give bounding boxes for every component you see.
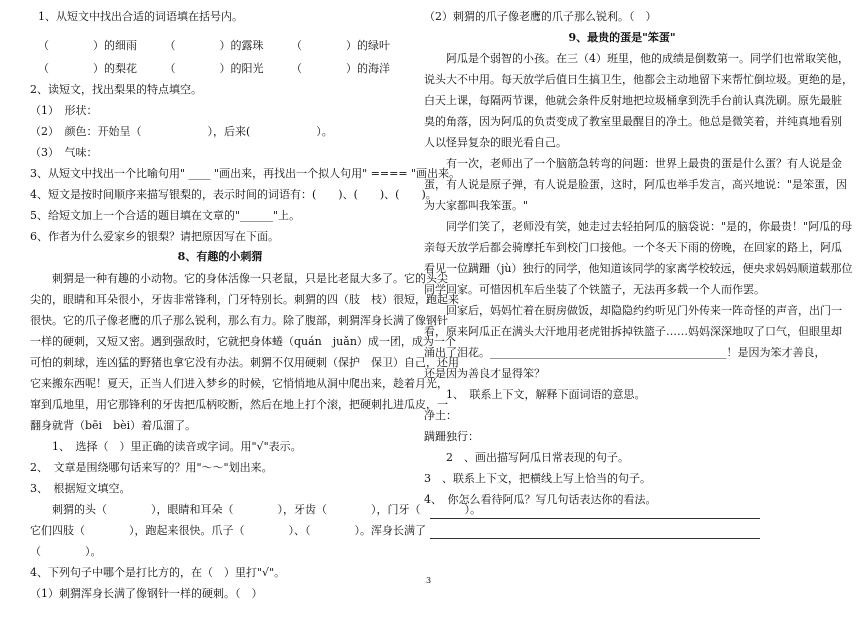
passage-9-line: 说头大不中用。每天放学后值日生搞卫生，他都会主动地留下来帮忙倒垃圾。更绝的是， [424, 73, 853, 86]
page-number: 3 [426, 576, 432, 585]
passage-9-line: 臭的角落，因为阿瓜的负责变成了教室里最醒目的净土。他总是微笑着，并纯真地看别 [424, 115, 842, 128]
passage-8-line: 可怕的刺球，连凶猛的野猪也拿它没有办法。刺猬不仅用硬刺（保护 保卫）自己，还用 [30, 356, 459, 369]
fill-blanks-line: 它们四肢（ ），跑起来很快。爪子（ ）、（ ）。浑身长满了 [30, 524, 426, 537]
term-panshan-duxing: 蹒跚独行： [424, 430, 479, 443]
passage-9-line: 回家后，妈妈忙着在厨房做饭，却隐隐约约听见门外传来一阵奇怪的声音，出门一 [424, 304, 842, 317]
passage-8-line: 它来搬东西呢！夏天，正当人们进入梦乡的时候，它悄悄地从洞中爬出来，趁着月光， [30, 377, 448, 390]
passage-8-line: 很快。它的爪子像老鹰的爪子那么锐利，那么有力。除了腹部，刺猬浑身长满了像钢针 [30, 314, 448, 327]
section-9-question-1: 1、 联系上下文，解释下面词语的意思。 [424, 388, 646, 401]
passage-9-line: 有一次，老师出了一个脑筋急转弯的问题：世界上最贵的蛋是什么蛋？有人说是金 [424, 157, 842, 170]
answer-line [430, 538, 760, 539]
section-9-question-4: 4、 你怎么看待阿瓜？写几句话表达你的看法。 [424, 493, 657, 506]
fill-blanks-line: （ ）。 [30, 545, 102, 558]
question-2: 2、读短文，找出梨果的特点填空。 [30, 83, 202, 96]
passage-8-line: 尖的，眼睛和耳朵很小，牙齿非常锋利，门牙特别长。刺猬的四（肢 枝）很短，跑起来 [30, 293, 459, 306]
answer-line [430, 518, 760, 519]
question-4: 4、短文是按时间顺序来描写银梨的，表示时间的词语有：( )、( )、( )。 [30, 188, 437, 201]
passage-9-line: 同学们笑了，老师没有笑，她走过去轻拍阿瓜的脑袋说："是的，你最贵！"阿瓜的母 [424, 220, 853, 233]
passage-8-line: 一样的硬刺，又短又密。遇到强敌时，它就把身体蜷（quán juǎn）成一团，成为一个 [30, 335, 456, 348]
passage-9-line: 看见一位蹒跚（jù）独行的同学，他知道该同学的家离学校较远，便央求妈妈顺道载那位 [424, 262, 853, 275]
passage-9-line: 蛋，有人说是原子弹，有人说是脸蛋，这时，阿瓜也举手发言，高兴地说："是笨蛋，因 [424, 178, 848, 191]
question-1: 1、从短文中找出合适的词语填在括号内。 [38, 10, 243, 23]
question-6: 6、作者为什么爱家乡的银梨？请把原因写在下面。 [30, 230, 279, 243]
fill-blanks-row-1: （ ）的细雨 （ ）的露珠 （ ）的绿叶 [38, 39, 390, 52]
question-2-shape: （1） 形状： [30, 104, 98, 117]
section-8-question-1: 1、 选择（ ）里正确的读音或字词。用"√"表示。 [30, 440, 302, 453]
section-8-question-4: 4、下列句子中哪个是打比方的，在（ ）里打"√"。 [30, 566, 286, 579]
passage-8-line: 刺猬是一种有趣的小动物。它的身体活像一只老鼠，只是比老鼠大多了。它的头尖 [30, 272, 448, 285]
fill-blanks-line: 刺猬的头（ ），眼睛和耳朵（ ），牙齿（ ），门牙（ ）。 [30, 503, 481, 516]
question-5: 5、给短文加上一个合适的题目填在文章的"______"上。 [30, 209, 301, 222]
passage-9-line: 为大家都叫我笨蛋。" [424, 199, 529, 212]
section-8-question-2: 2、 文章是围绕哪句话来写的？用"～～"划出来。 [30, 461, 273, 474]
section-8-question-4-item-1: （1）刺猬浑身长满了像钢针一样的硬刺。（ ） [30, 587, 263, 600]
term-jingtu: 净土： [424, 409, 457, 422]
section-8-question-3: 3、 根据短文填空。 [30, 482, 131, 495]
passage-9-line: 同学回家。可惜因机车后坐装了个铁篮子，无法再多载一个人而作罢。 [424, 283, 765, 296]
passage-9-line: 阿瓜是个弱智的小孩。在三（4）班里，他的成绩是倒数第一。同学们也常取笑他， [424, 52, 849, 65]
passage-9-line: 人以怪异复杂的眼光看自己。 [424, 136, 567, 149]
passage-9-line: 还是因为善良才显得笨？ [424, 367, 545, 380]
question-2-color: （2） 颜色：开始呈（ ），后来( ）。 [30, 125, 333, 138]
passage-9-line: 看，原来阿瓜正在满头大汗地用老虎钳拆掉铁篮子……妈妈深深地叹了口气，但眼里却 [424, 325, 842, 338]
passage-9-line: 亲每天放学后都会骑摩托车到校门口接他。一个冬天下雨的傍晚，在回家的路上，阿瓜 [424, 241, 842, 254]
question-3: 3、从短文中找出一个比喻句用" ____ "画出来，再找出一个拟人句用" ==== "画出来。 [30, 167, 461, 180]
question-2-smell: （3） 气味： [30, 146, 98, 159]
section-9-title: 9、最贵的蛋是"笨蛋" [568, 31, 676, 44]
fill-blanks-row-2: （ ）的梨花 （ ）的阳光 （ ）的海洋 [38, 62, 390, 75]
section-8-question-4-item-2: （2）刺猬的爪子像老鹰的爪子那么锐利。（ ） [424, 10, 657, 23]
passage-8-line: 窜到瓜地里，用它那锋利的牙齿把瓜柄咬断，然后在地上打个滚，把硬刺扎进瓜皮，一 [30, 398, 448, 411]
section-8-title: 8、有趣的小刺猬 [177, 250, 263, 263]
section-9-question-3: 3 、联系上下文，把横线上写上恰当的句子。 [424, 472, 651, 485]
passage-9-line: 白天上课，每隔两节课，他就会条件反射地把垃圾桶拿到洗手台前认真洗刷。原先最脏 [424, 94, 842, 107]
passage-9-blank-line: 涌出了泪花。___________________________________________！是因为笨才善良， [424, 346, 826, 359]
section-9-question-2: 2 、画出描写阿瓜日常表现的句子。 [424, 451, 629, 464]
passage-8-line: 翻身就背（bēi bèi）着瓜溜了。 [30, 419, 197, 432]
